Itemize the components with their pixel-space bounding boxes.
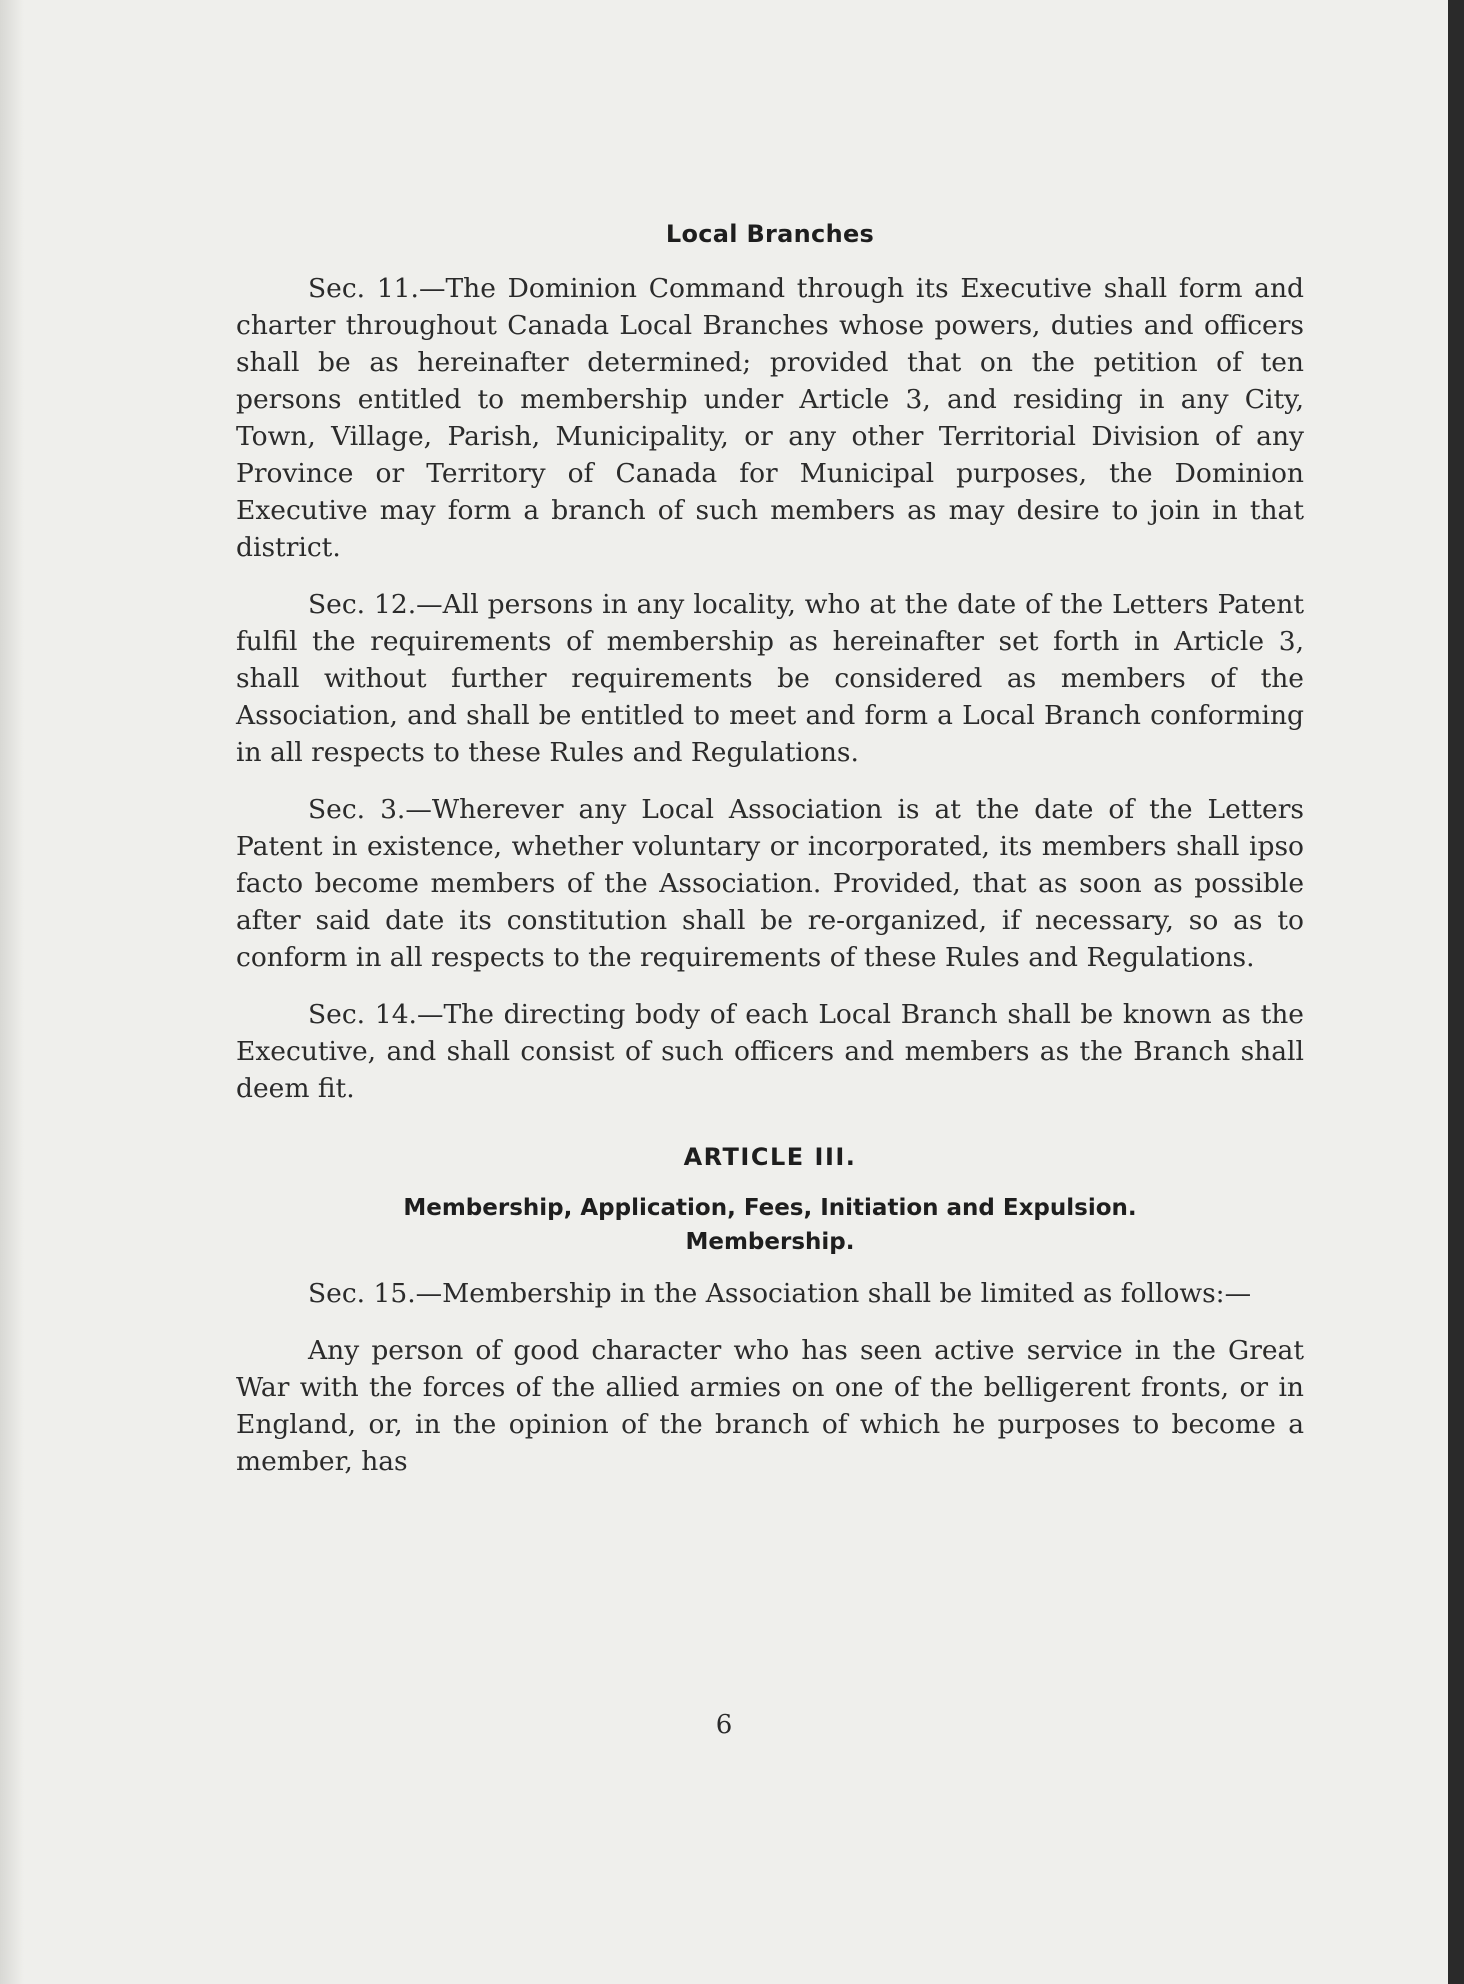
page-left-edge — [0, 0, 24, 1984]
paragraph-sec-14: Sec. 14.—The directing body of each Local Branch shall be known as the Executive, and shall consist of such officers and members as the Branch shall deem fit. — [236, 999, 1304, 1104]
paragraph-sec-15: Sec. 15.—Membership in the Association shall be limited as follows:— — [308, 1278, 1252, 1309]
paragraph-sec-11: Sec. 11.—The Dominion Command through its Executive shall form and charter throughout Canada Local Branches whose powers, duties and officers shall be as hereinafter determined; provided that on the petition of ten persons entitled to membership under Article 3, and residing in any City, Town, Village, Parish, Municipality, or any other Territorial Division of any Province or Territory of Canada for Municipal purposes, the Dominion Executive may form a branch of such members as may desire to join in that district. — [236, 273, 1304, 563]
page-content — [236, 220, 1304, 1500]
article-subsection: Membership. — [685, 1229, 855, 1255]
paragraph-sec-12: Sec. 12.—All persons in any locality, who at the date of the Letters Patent fulfil the requirements of membership as hereinafter set forth in Article 3, shall without further requirements be considered as members of the Association, and shall be entitled to meet and form a Local Branch conforming in all respects to these Rules and Regulations. — [236, 589, 1304, 768]
article-heading: ARTICLE III. — [683, 1143, 857, 1171]
book-binding-edge — [1448, 0, 1464, 1984]
paragraph-membership-eligibility: Any person of good character who has seen active service in the Great War with the forces of the allied armies on one of the belligerent fronts, or in England, or, in the opinion of the branch of which he purposes to become a member, has — [236, 1335, 1304, 1477]
article-subtitle: Membership, Application, Fees, Initiation and Expulsion. — [403, 1195, 1137, 1221]
page-number: 6 — [715, 1710, 733, 1740]
section-heading: Local Branches — [665, 220, 875, 248]
paragraph-sec-3: Sec. 3.—Wherever any Local Association is at the date of the Letters Patent in existence, whether voluntary or incorporated, its members shall ipso facto become members of the Association. Provided, that as soon as possible after said date its constitution shall be re-organized, if necessary, so as to conform in all respects to the requirements of these Rules and Regulations. — [236, 794, 1304, 973]
